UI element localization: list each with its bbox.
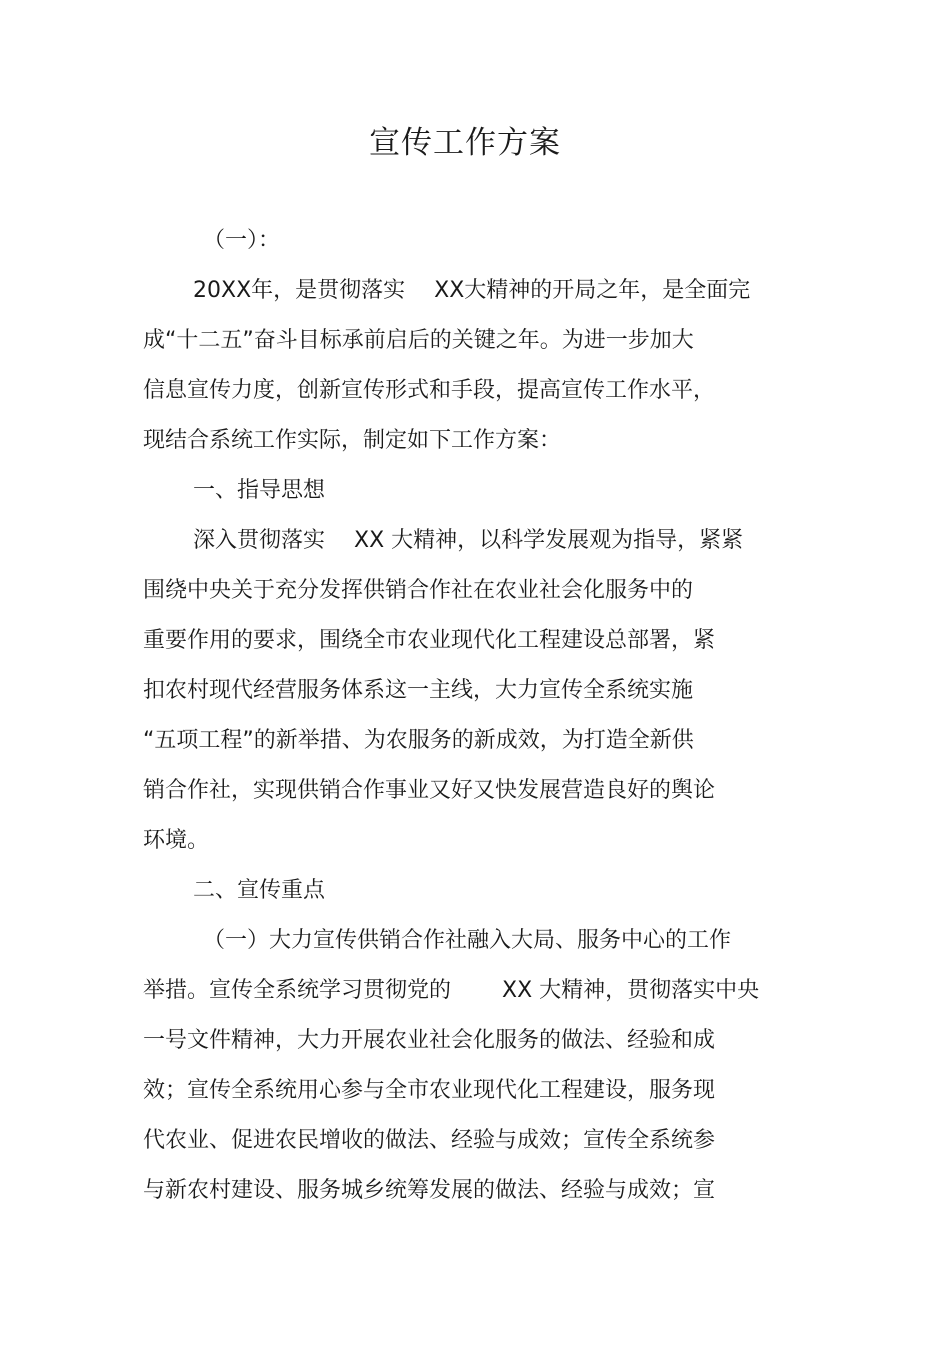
paragraph-line: 成“十二五”奋斗目标承前启后的关键之年。为进一步加大 <box>143 328 694 353</box>
paragraph-line: （一）大力宣传供销合作社融入大局、服务中心的工作 <box>203 928 732 953</box>
paragraph-line: 围绕中央关于充分发挥供销合作社在农业社会化服务中的 <box>143 578 694 603</box>
paragraph-line: 销合作社，实现供销合作事业又好又快发展营造良好的舆论 <box>143 778 716 803</box>
paragraph-line: 举措。宣传全系统学习贯彻党的 XX 大精神，贯彻落实中央 <box>143 978 760 1003</box>
document-body <box>143 216 803 1216</box>
paragraph-line: 环境。 <box>143 828 210 853</box>
paragraph-line: 与新农村建设、服务城乡统筹发展的做法、经验与成效；宣 <box>143 1178 716 1203</box>
paragraph-line: 二、宣传重点 <box>193 878 326 903</box>
paragraph-line: 深入贯彻落实 XX 大精神，以科学发展观为指导，紧紧 <box>193 528 744 553</box>
paragraph-line: 代农业、促进农民增收的做法、经验与成效；宣传全系统参 <box>143 1128 716 1153</box>
paragraph-line: 信息宣传力度，创新宣传形式和手段，提高宣传工作水平， <box>143 378 716 403</box>
paragraph-line: “五项工程”的新举措、为农服务的新成效，为打造全新供 <box>143 728 694 753</box>
paragraph-line: 重要作用的要求，围绕全市农业现代化工程建设总部署，紧 <box>143 628 716 653</box>
paragraph-line: 效；宣传全系统用心参与全市农业现代化工程建设，服务现 <box>143 1078 716 1103</box>
paragraph-line: 一号文件精神，大力开展农业社会化服务的做法、经验和成 <box>143 1028 716 1053</box>
paragraph-line: 现结合系统工作实际，制定如下工作方案： <box>143 428 562 453</box>
paragraph-line: （一）： <box>203 228 281 253</box>
paragraph-line: 一、指导思想 <box>193 478 326 503</box>
paragraph-line: 20XX年，是贯彻落实 XX大精神的开局之年，是全面完 <box>193 278 751 303</box>
document-title: 宣传工作方案 <box>369 125 561 161</box>
paragraph-line: 扣农村现代经营服务体系这一主线，大力宣传全系统实施 <box>143 678 694 703</box>
